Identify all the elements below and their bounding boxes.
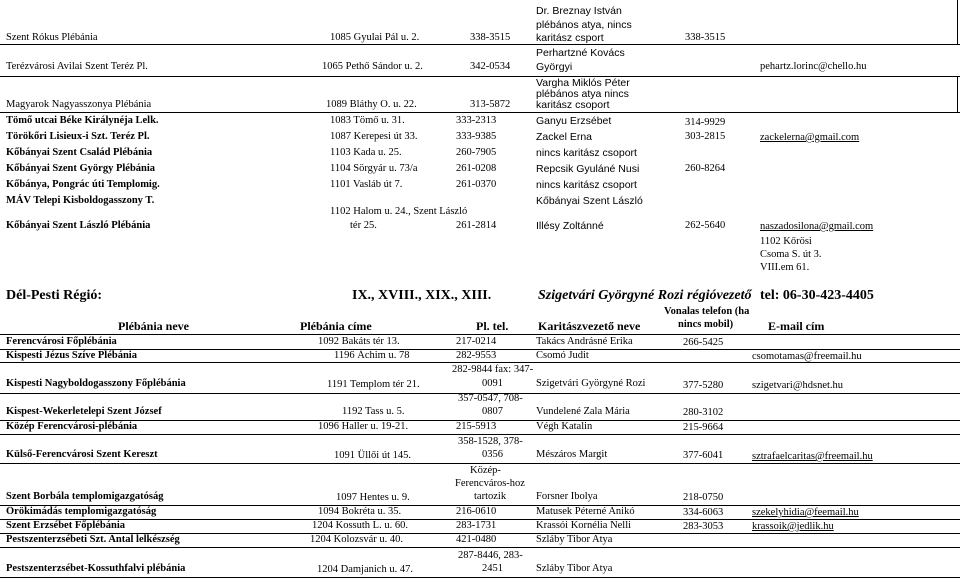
parish-address: 1089 Bláthy O. u. 22. — [326, 99, 417, 110]
row-divider — [0, 112, 960, 113]
parish-name: Magyarok Nagyasszonya Plébánia — [6, 99, 152, 110]
landline-phone: 266-5425 — [683, 337, 724, 348]
landline-phone: 283-3053 — [683, 521, 724, 532]
parish-phone: 313-5872 — [470, 99, 511, 110]
region-leader: Szigetvári Györgyné Rozi régióvezető — [538, 288, 752, 303]
admin-note: plébános atya nincs — [536, 88, 629, 100]
parish-phone: Közép- — [470, 465, 501, 476]
landline-phone: 334-6063 — [683, 507, 724, 518]
admin-name: Krassói Kornélia Nelli — [536, 520, 632, 531]
parish-name: Kőbányai Szent László Plébánia — [6, 220, 151, 231]
parish-phone: 338-3515 — [470, 32, 511, 43]
row-divider — [0, 334, 960, 335]
admin-name: Takács Andrásné Erika — [536, 336, 633, 347]
admin-name: nincs karitász csoport — [536, 147, 637, 159]
parish-name: Kőbányai Szent György Plébánia — [6, 163, 156, 174]
email-link[interactable]: krassoik@jedlik.hu — [752, 521, 834, 532]
landline-phone: 303-2815 — [685, 131, 726, 142]
parish-name: Külső-Ferencvárosi Szent Kereszt — [6, 449, 158, 460]
admin-name: Györgyi — [536, 61, 573, 73]
header-landline: Vonalas telefon (ha — [664, 306, 750, 317]
row-divider — [0, 463, 960, 464]
admin-name: Ganyu Erzsébet — [536, 115, 612, 127]
parish-address: 1204 Kossuth L. u. 60. — [312, 520, 408, 531]
header-parish-name: Plébánia neve — [118, 319, 189, 333]
parish-name: Kispesti Jézus Szíve Plébánia — [6, 350, 137, 361]
parish-phone: 358-1528, 378- — [458, 436, 523, 447]
admin-name: Vundelené Zala Mária — [536, 406, 630, 417]
email-link[interactable]: naszadosilona@gmail.com — [760, 221, 874, 232]
admin-name: Zackel Erna — [536, 131, 593, 143]
parish-name: Kispest-Wekerletelepi Szent József — [6, 406, 162, 417]
column-divider — [957, 76, 958, 112]
parish-phone: 261-0208 — [456, 163, 497, 174]
parish-address: 1204 Damjanich u. 47. — [317, 564, 413, 575]
parish-phone: 0091 — [482, 378, 503, 389]
parish-name: Kispesti Nagyboldogasszony Főplébánia — [6, 378, 186, 389]
email-link[interactable]: zackelerna@gmail.com — [760, 132, 860, 143]
parish-address: 1096 Haller u. 19-21. — [318, 421, 409, 432]
parish-phone: 287-8446, 283- — [458, 550, 523, 561]
column-divider — [957, 0, 958, 44]
row-divider — [0, 76, 960, 77]
region-tel: tel: 06-30-423-4405 — [760, 288, 874, 303]
note: 1102 Kőrösi — [760, 236, 812, 247]
parish-name: Szent Rókus Plébánia — [6, 32, 98, 43]
parish-address: 1196 Áchim u. 78 — [334, 350, 410, 361]
admin-name: Illésy Zoltánné — [536, 220, 604, 232]
row-divider — [0, 547, 960, 548]
parish-address: tér 25. — [350, 220, 377, 231]
parish-phone: 260-7905 — [456, 147, 497, 158]
parish-address: 1102 Halom u. 24., Szent László — [330, 206, 468, 217]
row-divider — [0, 44, 960, 45]
parish-address: 1083 Tömő u. 31. — [330, 115, 405, 126]
parish-address: 1097 Hentes u. 9. — [336, 492, 410, 503]
parish-address: 1204 Kolozsvár u. 40. — [310, 534, 404, 545]
admin-name: Szigetvári Györgyné Rozi — [536, 378, 646, 389]
parish-address: 1192 Tass u. 5. — [342, 406, 405, 417]
email-link[interactable]: pehartz.lorinc@chello.hu — [760, 61, 867, 72]
admin-note: karitász csport — [536, 32, 604, 44]
parish-phone: 333-2313 — [456, 115, 497, 126]
admin-note: karitász csoport — [536, 99, 610, 111]
parish-phone: 215-5913 — [456, 421, 497, 432]
email-link[interactable]: szigetvari@hdsnet.hu — [752, 380, 844, 391]
parish-name: Pestszenterzsébeti Szt. Antal lelkészség — [6, 534, 180, 545]
email-link[interactable]: sztrafaelcaritas@freemail.hu — [752, 451, 873, 462]
landline-phone: 377-5280 — [683, 380, 724, 391]
admin-name: Szláby Tibor Atya — [536, 534, 613, 545]
landline-phone: 218-0750 — [683, 492, 724, 503]
parish-name: Szent Erzsébet Főplébánia — [6, 520, 125, 531]
header-email: E-mail cím — [768, 319, 825, 333]
parish-name: Terézvárosi Avilai Szent Teréz Pl. — [6, 61, 148, 72]
parish-phone: Ferencváros-hoz — [455, 478, 525, 489]
email-link[interactable]: szekelyhidia@feemail.hu — [752, 507, 859, 518]
email-link[interactable]: csomotamas@freemail.hu — [752, 351, 862, 362]
row-divider — [0, 577, 960, 578]
parish-address: 1091 Üllői út 145. — [334, 450, 412, 461]
admin-name: Dr. Breznay István — [536, 5, 622, 17]
parish-name: Ferencvárosi Főplébánia — [6, 336, 117, 347]
parish-phone: 0356 — [482, 449, 503, 460]
header-landline: nincs mobil) — [678, 319, 734, 330]
note: VIII.em 61. — [760, 262, 810, 273]
parish-name: MÁV Telepi Kisboldogasszony T. — [6, 195, 155, 206]
region-districts: IX., XVIII., XIX., XIII. — [352, 288, 492, 303]
admin-name: Mészáros Margit — [536, 449, 608, 460]
parish-phone: 261-2814 — [456, 220, 497, 231]
parish-name: Törökőri Lisieux-i Szt. Teréz Pl. — [6, 131, 150, 142]
note: Csoma S. út 3. — [760, 249, 822, 260]
parish-phone: 261-0370 — [456, 179, 497, 190]
parish-address: 1065 Pethő Sándor u. 2. — [322, 61, 423, 72]
parish-address: 1191 Templom tér 21. — [327, 379, 420, 390]
parish-phone: 0807 — [482, 406, 503, 417]
parish-phone: 216-0610 — [456, 506, 497, 517]
parish-address: 1094 Bokréta u. 35. — [318, 506, 402, 517]
parish-phone: 357-0547, 708- — [458, 393, 523, 404]
parish-name: Közép Ferencvárosi-plébánia — [6, 421, 138, 432]
landline-phone: 314-9929 — [685, 117, 726, 128]
parish-name: Kőbánya, Pongrác úti Templomig. — [6, 179, 160, 190]
parish-address: 1103 Kada u. 25. — [330, 147, 402, 158]
admin-name: nincs karitász csoport — [536, 179, 637, 191]
admin-note: plébános atya, nincs — [536, 19, 632, 31]
parish-phone: 342-0534 — [470, 61, 511, 72]
landline-phone: 377-6041 — [683, 450, 724, 461]
parish-address: 1092 Bakáts tér 13. — [318, 336, 400, 347]
admin-name: Végh Katalin — [536, 421, 593, 432]
parish-phone: 282-9844 fax: 347- — [452, 364, 534, 375]
header-parish-phone: Pl. tel. — [476, 319, 509, 333]
parish-address: 1085 Gyulai Pál u. 2. — [330, 32, 420, 43]
admin-name: Perhartzné Kovács — [536, 47, 625, 59]
landline-phone: 260-8264 — [685, 163, 726, 174]
landline-phone: 262-5640 — [685, 220, 726, 231]
parish-phone: 2451 — [482, 563, 503, 574]
header-parish-address: Plébánia címe — [300, 319, 372, 333]
landline-phone: 280-3102 — [683, 407, 724, 418]
admin-name: Forsner Ibolya — [536, 491, 598, 502]
parish-name: Szent Borbála templomigazgatóság — [6, 491, 164, 502]
admin-name: Vargha Miklós Péter — [536, 77, 630, 89]
parish-name: Kőbányai Szent Család Plébánia — [6, 147, 153, 158]
parish-phone: 283-1731 — [456, 520, 497, 531]
header-admin-name: Karitászvezető neve — [538, 319, 641, 333]
admin-name: Kőbányai Szent László — [536, 195, 643, 207]
parish-name: Örökimádás templomigazgatóság — [6, 506, 157, 517]
landline-phone: 338-3515 — [685, 32, 726, 43]
landline-phone: 215-9664 — [683, 422, 724, 433]
parish-phone: tartozik — [474, 491, 507, 502]
parish-address: 1087 Kerepesi út 33. — [330, 131, 418, 142]
admin-name: Matusek Péterné Anikó — [536, 506, 635, 517]
admin-name: Szláby Tibor Atya — [536, 563, 613, 574]
region-label: Dél-Pesti Régió: — [6, 288, 103, 303]
row-divider — [0, 434, 960, 435]
admin-name: Repcsik Gyuláné Nusi — [536, 163, 640, 175]
admin-name: Csomó Judit — [536, 350, 589, 361]
parish-phone: 333-9385 — [456, 131, 497, 142]
parish-name: Pestszenterzsébet-Kossuthfalvi plébánia — [6, 563, 186, 574]
parish-phone: 217-0214 — [456, 336, 497, 347]
parish-phone: 421-0480 — [456, 534, 497, 545]
parish-address: 1104 Sörgyár u. 73/a — [330, 163, 418, 174]
parish-phone: 282-9553 — [456, 350, 497, 361]
parish-name: Tömő utcai Béke Királynéja Lelk. — [6, 115, 159, 126]
parish-address: 1101 Vasláb út 7. — [330, 179, 403, 190]
